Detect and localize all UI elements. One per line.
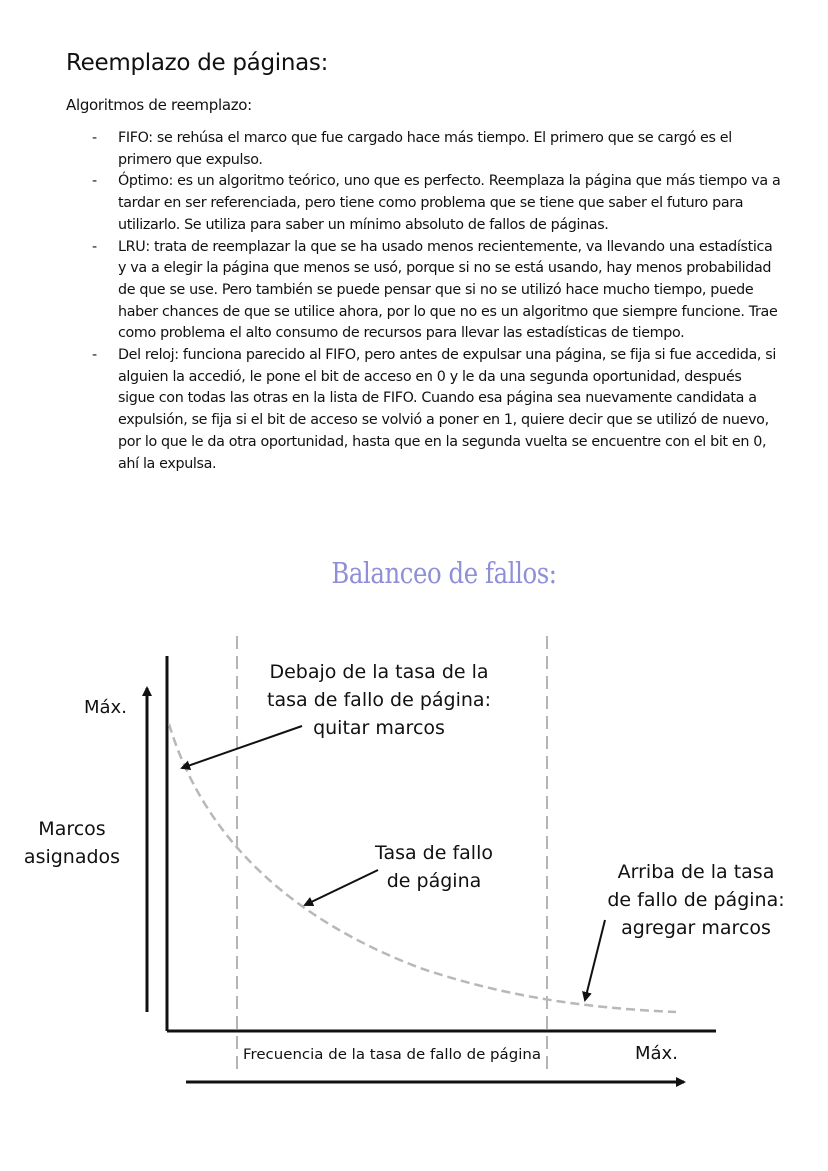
list-item-text: Óptimo: es un algoritmo teórico, uno que es perfecto. Reemplaza la página que más tiempo va a tardar en ser referenciada, pero tiene como problema que se tiene que saber el futuro para utilizarlo. Se utiliza para saber un mínimo absoluto de fallos de páginas. (118, 173, 781, 233)
annotation-below-line2: tasa de fallo de página: (267, 689, 491, 711)
list-item-text: FIFO: se rehúsa el marco que fue cargado hace más tiempo. El primero que se cargó es el primero que expulso. (118, 130, 732, 168)
y-max-label: Máx. (84, 697, 127, 718)
annotation-below-line3: quitar marcos (313, 717, 445, 739)
page-fault-rate-curve (169, 724, 676, 1012)
arrow-above-threshold (585, 920, 605, 1000)
subtitle: Algoritmos de reemplazo: (66, 96, 252, 114)
annotation-curve-line2: de página (386, 870, 482, 892)
bullet-dash: - (92, 347, 97, 364)
page-fault-balance-diagram (0, 620, 828, 1100)
annotation-above-line1: Arriba de la tasa (617, 861, 775, 883)
arrow-below-threshold (182, 726, 302, 768)
bullet-dash: - (92, 238, 97, 255)
list-item-lru (92, 237, 782, 346)
y-axis-label-line1: Marcos (38, 818, 106, 840)
bullet-dash: - (92, 173, 97, 190)
bullet-dash: - (92, 130, 97, 146)
list-item-text: LRU: trata de reemplazar la que se ha usado menos recientemente, va llevando una estadística y va a elegir la página que menos se usó, porque si no se está usando, hay menos probabilidad de que se use. Pero también se puede pensar que si no se utilizó hace mucho tiempo, puede haber chances de que se utilice ahora, por lo que no es un algoritmo que siempre funcione. Trae como problema el alto consumo de recursos para llevar las estadísticas de tiempo. (118, 238, 778, 342)
x-axis-label: Frecuencia de la tasa de fallo de página (243, 1047, 541, 1063)
annotation-curve-line1: Tasa de fallo (375, 842, 493, 864)
arrow-curve-label (305, 870, 378, 905)
page-title: Reemplazo de páginas: (66, 50, 329, 76)
section-heading: Balanceo de fallos: (331, 556, 557, 590)
list-item-fifo (92, 128, 782, 171)
annotation-above-line2: de fallo de página: (607, 889, 785, 911)
list-item-optimo (92, 171, 782, 236)
list-item-text: Del reloj: funciona parecido al FIFO, pero antes de expulsar una página, se fija si fue accedida, si alguien la accedió, le pone el bit de acceso en 0 y le da una segunda oportunidad, después sigue con todas las otras en la lista de FIFO. Cuando esa página sea nuevamente candidata a expulsión, se fija si el bit de acceso se volvió a poner en 1, quiere decir que se utilizó de nuevo, por lo que le da otra oportunidad, hasta que en la segunda vuelta se encuentre con el bit en 0, ahí la expulsa. (118, 347, 776, 472)
y-axis-label-line2: asignados (23, 846, 121, 868)
list-item-reloj (92, 345, 782, 475)
annotation-below-line1: Debajo de la tasa de la (269, 661, 489, 683)
annotation-above-line3: agregar marcos (621, 917, 771, 939)
x-max-label: Máx. (635, 1043, 678, 1064)
algorithm-list (92, 128, 782, 475)
